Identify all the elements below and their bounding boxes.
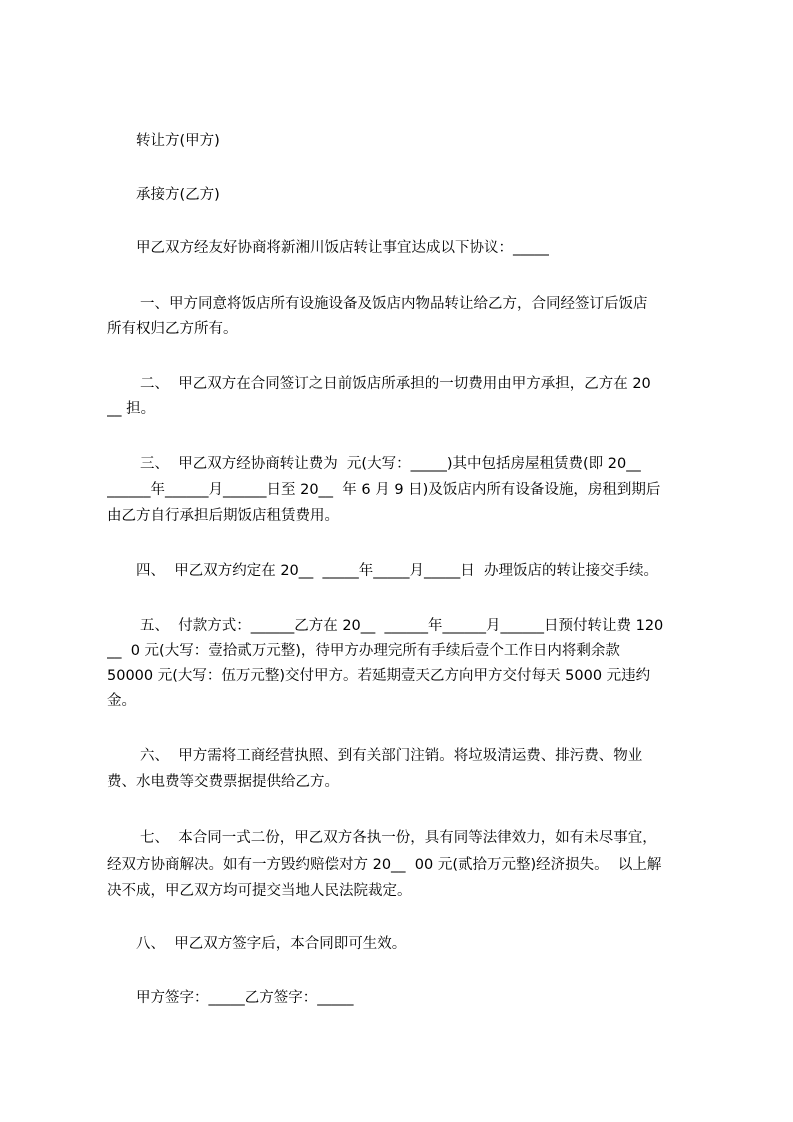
transferee-line: 承接方(乙方) — [136, 187, 220, 203]
clause-7-line-1: 七、 本合同一式二份，甲乙双方各执一份，具有同等法律效力，如有未尽事宜， — [140, 830, 657, 846]
clause-6-line-2: 费、水电费等交费票据提供给乙方。 — [107, 774, 339, 790]
clause-5-line-1: 五、 付款方式：______乙方在 20__ ______年______月______日预付转让费 120 — [140, 618, 664, 634]
clause-1-line-2: 所有权归乙方所有。 — [107, 321, 238, 337]
clause-3-line-2: ______年______月______日至 20__ 年 6 月 9 日)及饭店内所有设备设施，房租到期后 — [107, 482, 661, 498]
clause-8-line-1: 八、 甲乙双方签字后，本合同即可生效。 — [136, 936, 407, 952]
clause-7-line-2: 经双方协商解决。如有一方毁约赔偿对方 20__ 00 元(贰拾万元整)经济损失。 以上解 — [107, 857, 662, 873]
clause-6-line-1: 六、 甲方需将工商经营执照、到有关部门注销。将垃圾清运费、排污费、物业 — [140, 748, 643, 764]
clause-2-line-2: __ 担。 — [107, 401, 156, 417]
intro-paragraph: 甲乙双方经友好协商将新湘川饭店转让事宜达成以下协议：_____ — [136, 240, 550, 256]
signature-line: 甲方签字：_____乙方签字：_____ — [136, 990, 354, 1006]
clause-5-line-2: __ 0 元(大写：壹拾贰万元整)，待甲方办理完所有手续后壹个工作日内将剩余款 — [107, 643, 620, 659]
clause-5-line-3: 50000 元(大写：伍万元整)交付甲方。若延期壹天乙方向甲方交付每天 5000 元违约 — [107, 668, 651, 684]
clause-1-line-1: 一、甲方同意将饭店所有设施设备及饭店内物品转让给乙方，合同经签订后饭店 — [140, 296, 648, 312]
transferor-line: 转让方(甲方) — [136, 133, 220, 149]
clause-2-line-1: 二、 甲乙双方在合同签订之日前饭店所承担的一切费用由甲方承担，乙方在 20 — [140, 376, 651, 392]
clause-7-line-3: 决不成，甲乙双方均可提交当地人民法院裁定。 — [107, 883, 412, 899]
clause-3-line-1: 三、 甲乙双方经协商转让费为 元(大写：_____)其中包括房屋租赁费(即 20__ — [140, 456, 641, 472]
clause-4-line-1: 四、 甲乙双方约定在 20__ _____年_____月_____日 办理饭店的转让接交手续。 — [136, 563, 658, 579]
clause-3-line-3: 由乙方自行承担后期饭店租赁费用。 — [107, 508, 339, 524]
clause-5-line-4: 金。 — [107, 693, 136, 709]
